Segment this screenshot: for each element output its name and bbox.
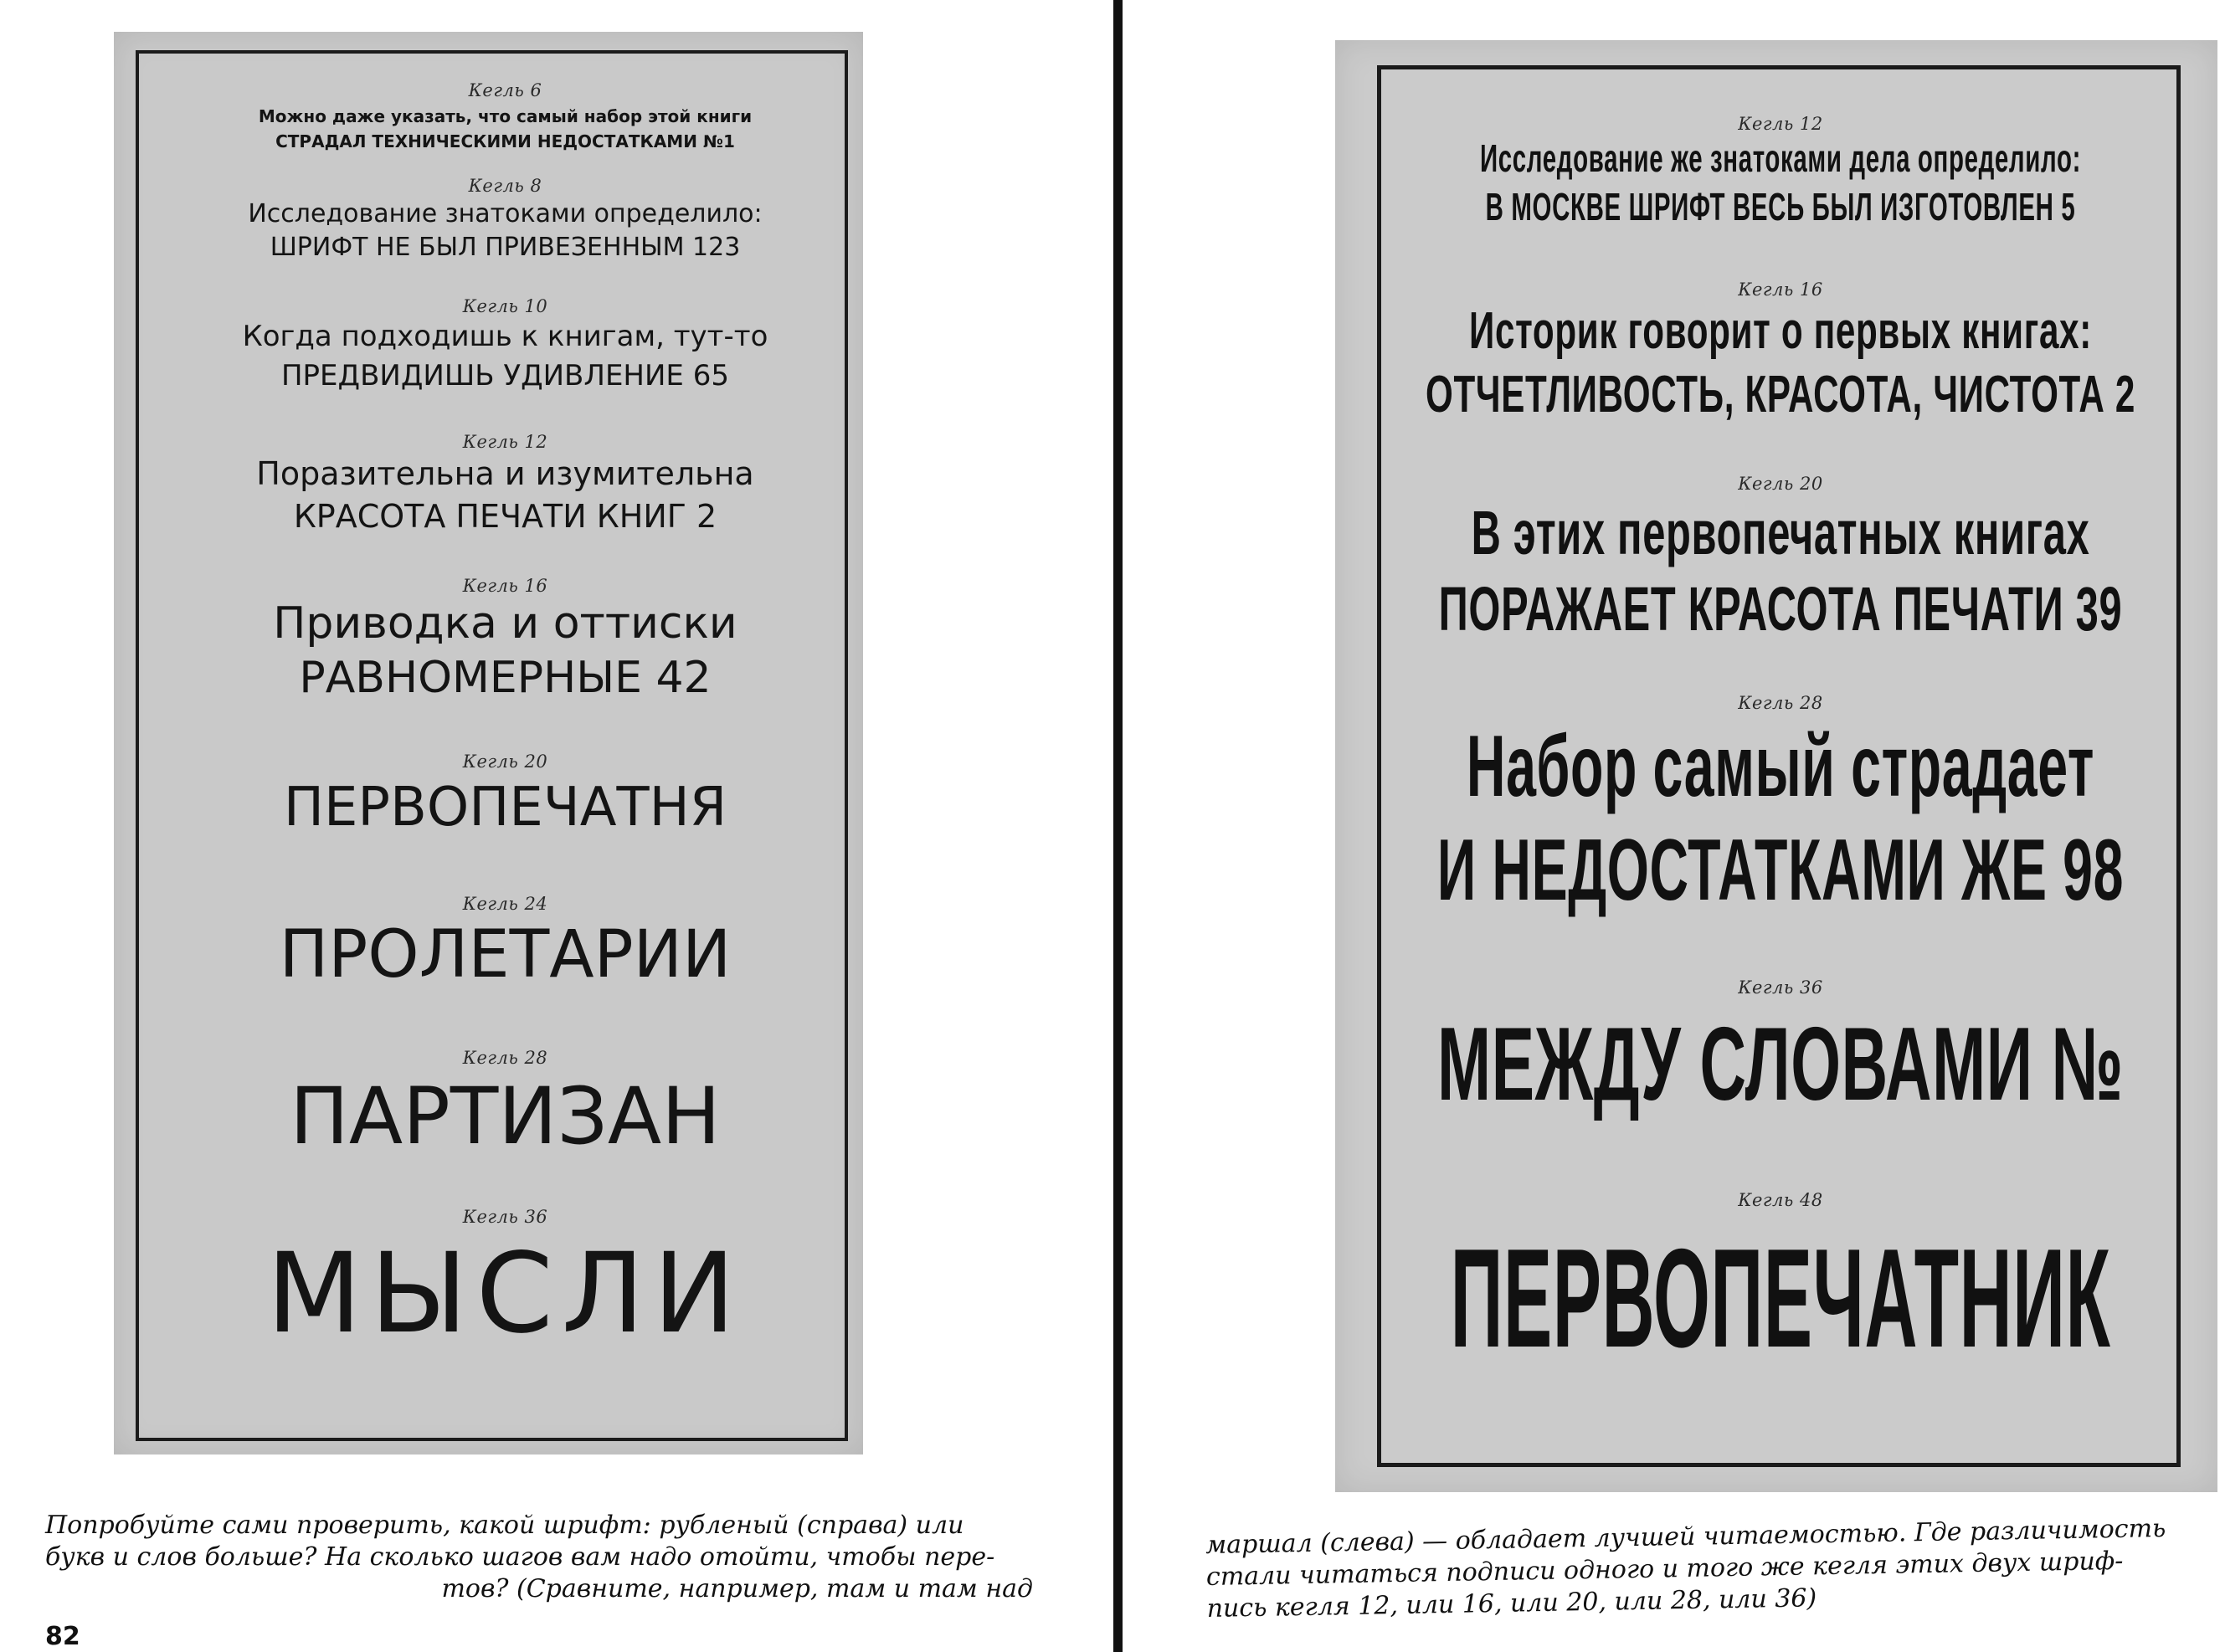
kegl-label: Кегль 6 [468,80,542,100]
kegl-label: Кегль 48 [1738,1190,1823,1210]
sample-line: ПРЕДВИДИШЬ УДИВЛЕНИЕ 65 [280,359,729,392]
sample-kegl-28 [1394,693,2167,921]
sample-line: Историк говорит о первых книгах: [1469,302,2092,360]
sample-kegl-28 [181,1048,830,1167]
sample-kegl-36 [1394,977,2167,1131]
caption-line: букв и слов больше? На сколько шагов вам надо отойти, чтобы пере- [45,1542,995,1572]
sans-serif-type-specimen [114,32,863,1454]
sample-line: ОТЧЕТЛИВОСТЬ, КРАСОТА, ЧИСТОТА 2 [1426,366,2135,423]
sample-line: ШРИФТ НЕ БЫЛ ПРИВЕЗЕННЫМ 123 [270,233,741,262]
sample-line: РАВНОМЕРНЫЕ 42 [299,653,712,703]
book-spine [1113,0,1123,1652]
kegl-label: Кегль 16 [462,576,548,596]
sample-line: СТРАДАЛ ТЕХНИЧЕСКИМИ НЕДОСТАТКАМИ №1 [275,131,735,151]
sample-line: ПАРТИЗАН [290,1071,721,1162]
sample-kegl-8 [181,176,830,264]
caption-line: маршал (слева) — обладает лучшей читаемостью. Где различимость [1205,1513,2166,1560]
sample-line: Приводка и оттиски [273,598,737,649]
kegl-label: Кегль 8 [468,176,542,196]
sample-line: В этих первопечатных книгах [1471,498,2090,567]
sample-kegl-16 [1394,280,2167,427]
sample-kegl-20 [181,752,830,844]
sample-line: МЕЖДУ СЛОВАМИ № [1437,1007,2124,1122]
sample-line: ПОРАЖАЕТ КРАСОТА ПЕЧАТИ 39 [1438,574,2123,644]
sample-kegl-12 [181,432,830,537]
sample-line: В МОСКВЕ ШРИФТ ВЕСЬ БЫЛ ИЗГОТОВЛЕН 5 [1485,185,2076,228]
kegl-label: Кегль 20 [462,752,548,772]
kegl-label: Кегль 12 [462,432,548,452]
sample-line: ПРОЛЕТАРИИ [279,917,732,993]
sample-line: МЫСЛИ [266,1229,744,1358]
sample-kegl-12 [1394,114,2167,231]
sample-line: КРАСОТА ПЕЧАТИ КНИГ 2 [293,498,717,535]
kegl-label: Кегль 20 [1738,474,1823,494]
sample-line: ПЕРВОПЕЧАТНЯ [283,777,727,839]
kegl-label: Кегль 12 [1738,114,1823,134]
kegl-label: Кегль 36 [1738,977,1823,998]
page-number: 82 [45,1622,80,1651]
caption-line: Попробуйте сами проверить, какой шрифт: рубленый (справа) или [45,1511,964,1540]
sample-kegl-48 [1394,1190,2167,1386]
kegl-label: Кегль 10 [462,296,548,316]
sample-line: Когда подходишь к книгам, тут-то [242,320,768,353]
sample-kegl-10 [181,296,830,395]
sample-kegl-24 [181,894,830,996]
sample-line: И НЕДОСТАТКАМИ ЖЕ 98 [1436,822,2125,919]
kegl-label: Кегль 28 [1738,693,1823,713]
caption-right [1205,1513,2186,1625]
sample-line: Исследование же знатоками дела определило: [1479,136,2082,180]
sample-kegl-6 [181,80,830,154]
kegl-label: Кегль 16 [1738,280,1823,300]
kegl-label: Кегль 24 [462,894,548,914]
right-page [1123,0,2225,1652]
caption-line: тов? (Сравните, например, там и там над [441,1574,1033,1603]
sample-line: Исследование знатоками определило: [248,199,763,228]
sample-kegl-36 [181,1207,830,1361]
sample-line: Набор самый страдает [1466,718,2095,815]
caption-left [45,1510,1033,1605]
kegl-label: Кегль 28 [462,1048,548,1068]
sample-kegl-16 [181,576,830,705]
caption-line: пись кегля 12, или 16, или 20, или 28, или 36) [1206,1583,1817,1624]
condensed-type-specimen [1335,40,2217,1492]
sample-line: Можно даже указать, что самый набор этой книги [258,106,753,126]
caption-line: стали читаться подписи одного и того же кегля этих двух шриф- [1205,1546,2124,1592]
kegl-label: Кегль 36 [462,1207,548,1227]
sample-line: Поразительна и изумительна [256,455,754,492]
sample-kegl-20 [1394,474,2167,646]
sample-line: ПЕРВОПЕЧАТНИК [1450,1219,2111,1377]
